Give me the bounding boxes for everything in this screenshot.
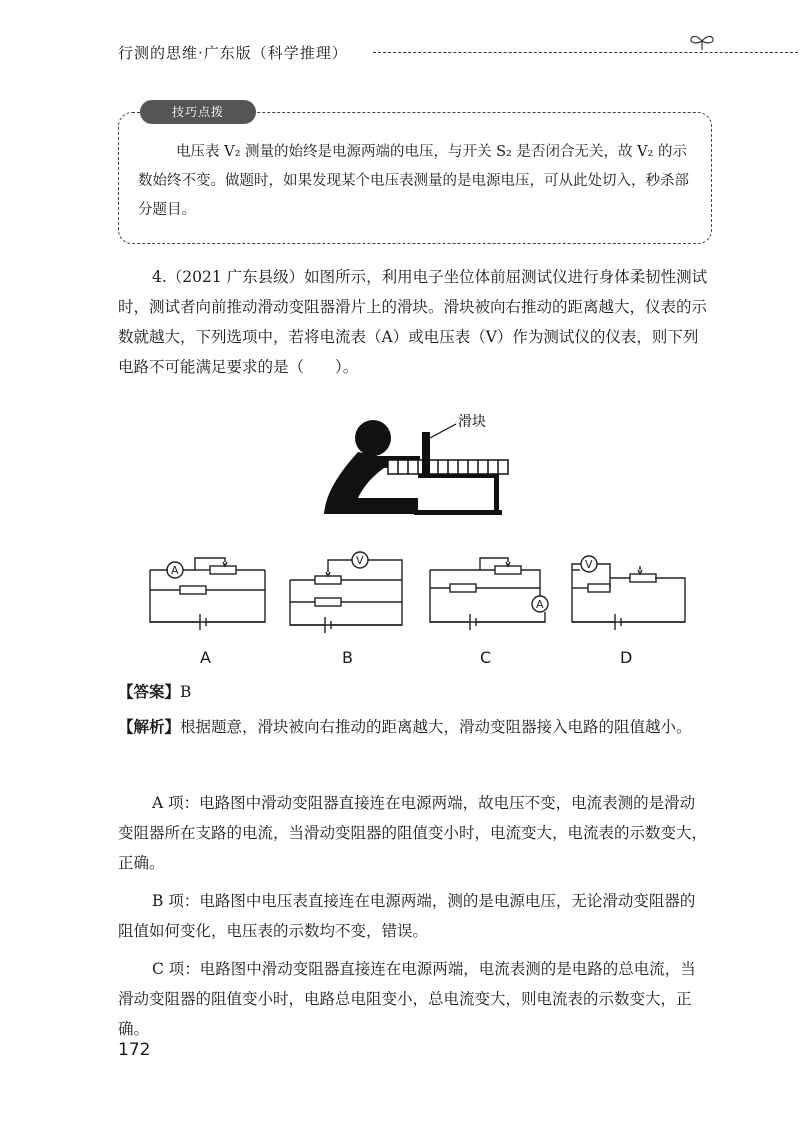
tip-badge <box>140 100 256 124</box>
slider-block <box>422 432 430 476</box>
tester-head <box>355 420 391 456</box>
header-title: 行测的思维·广东版（科学推理） <box>118 44 348 62</box>
meter-a-a: A <box>171 564 179 577</box>
meter-d-v: V <box>585 558 593 571</box>
sprout-icon <box>688 30 716 52</box>
circuit-d <box>572 556 685 630</box>
analysis-label: 【解析】 <box>118 717 181 736</box>
analysis-option-b: B 项：电路图中电压表直接连在电源两端，测的是电源电压，无论滑动变阻器的阻值如何变化，电压表的示数均不变，错误。 <box>118 892 696 940</box>
slider-label: 滑块 <box>458 414 486 430</box>
tester-floor <box>414 510 502 515</box>
analysis-option-a: A 项：电路图中滑动变阻器直接连在电源两端，故电压不变，电流表测的是滑动变阻器所在支路的电流，当滑动变阻器的阻值变小时，电流变大，电流表的示数变大，正确。 <box>118 794 708 872</box>
analysis-text: 根据题意，滑块被向右推动的距离越大，滑动变阻器接入电路的阻值越小。 <box>180 718 692 736</box>
page-number: 172 <box>118 1040 151 1060</box>
circuit-options <box>140 540 700 672</box>
running-header <box>118 38 718 68</box>
answer-line <box>118 680 191 702</box>
tip-text: 电压表 V₂ 测量的始终是电源两端的电压，与开关 S₂ 是否闭合无关，故 V₂ 的示数始终不变。做题时，如果发现某个电压表测量的是电源电压，可从此处切入，秒杀部分题目。 <box>138 144 689 218</box>
question-text: 4.（2021 广东县级）如图所示，利用电子坐位体前屈测试仪进行身体柔韧性测试时，测试者向前推动滑动变阻器滑片上的滑块。滑块被向右推动的距离越大，仪表的示数就越大，下列选项中，若将电流表（A）或电压表（V）作为测试仪的仪表，则下列电路不可能满足要求的是（ ）。 <box>118 268 708 376</box>
tester-stand <box>494 474 499 514</box>
circuit-a <box>150 558 265 630</box>
circuit-c <box>430 558 548 630</box>
answer-label: 【答案】 <box>118 682 181 701</box>
answer-value: B <box>180 683 192 701</box>
flexibility-tester-illustration <box>318 410 518 525</box>
option-label-b: B <box>342 648 353 667</box>
slider-pointer <box>430 424 456 438</box>
tip-badge-label: 技巧点拨 <box>171 105 224 119</box>
analysis-option-c: C 项：电路图中滑动变阻器直接连在电源两端，电流表测的是电路的总电流，当滑动变阻器的阻值变小时，电路总电阻变小，总电流变大，则电流表的示数变大，正确。 <box>118 960 696 1038</box>
circuit-b <box>290 552 402 633</box>
analysis-intro <box>118 712 710 742</box>
header-divider <box>373 52 800 53</box>
option-label-d: D <box>620 648 633 667</box>
meter-b-v: V <box>356 554 364 567</box>
meter-c-a: A <box>536 598 544 611</box>
option-label-a: A <box>200 648 211 667</box>
option-label-c: C <box>480 648 492 667</box>
tester-base <box>418 474 498 478</box>
